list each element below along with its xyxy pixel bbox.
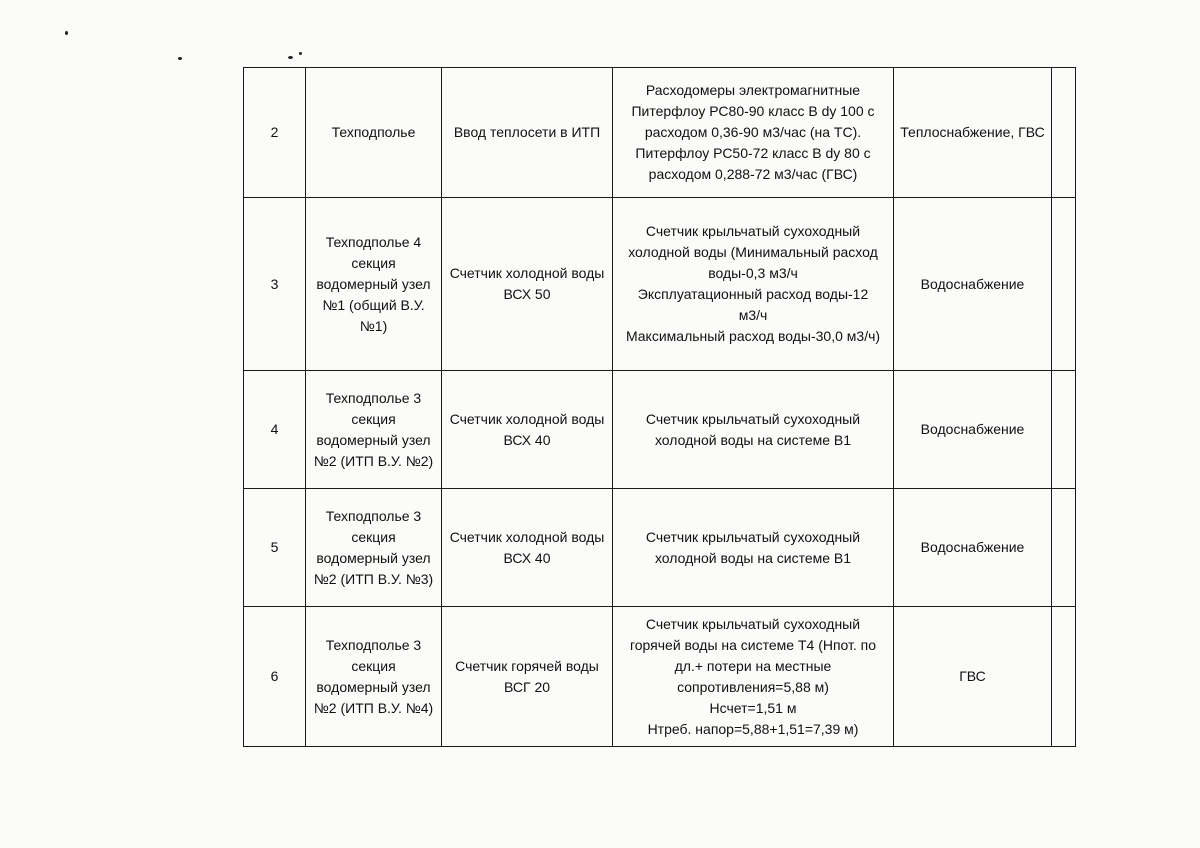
row-number-cell: 2 xyxy=(244,68,306,198)
cell-line: ВСГ 20 xyxy=(503,678,551,695)
cell-line: Счетчик горячей воды xyxy=(455,657,599,674)
system-cell: Водоснабжение xyxy=(894,198,1052,371)
cell-line: расходом 0,288-72 м3/час (ГВС) xyxy=(648,166,858,182)
cell-line: Счетчик холодной воды xyxy=(449,410,605,427)
cell-line: Техподполье 4 xyxy=(325,233,422,250)
row-number-cell: 5 xyxy=(244,489,306,607)
row-number-cell: 6 xyxy=(244,607,306,747)
cell-line: секция xyxy=(351,410,396,427)
scan-speck xyxy=(299,52,302,55)
cell-line: Ввод теплосети в ИТП xyxy=(453,124,601,140)
location-cell xyxy=(306,68,442,198)
metering-devices-table xyxy=(243,67,1076,747)
cell-line: секция xyxy=(351,657,396,674)
cell-line: Счетчик крыльчатый сухоходный xyxy=(645,528,861,545)
table-row xyxy=(244,68,1076,198)
cell-line: Питерфлоу РС50-72 класс В dy 80 с xyxy=(635,145,871,161)
cell-line: расходом 0,36-90 м3/час (на ТС). xyxy=(644,124,862,140)
cell-line: холодной воды (Минимальный расход xyxy=(628,244,878,260)
description-cell xyxy=(613,198,894,371)
scan-speck xyxy=(178,57,182,60)
location-cell xyxy=(306,198,442,371)
cell-line: секция xyxy=(351,528,396,545)
cell-line: водомерный узел xyxy=(316,275,431,292)
cell-line: №2 (ИТП В.У. №4) xyxy=(313,699,434,716)
cell-line: №2 (ИТП В.У. №3) xyxy=(313,570,434,587)
location-cell xyxy=(306,489,442,607)
row-number-cell: 3 xyxy=(244,198,306,371)
cell-line: Нтреб. напор=5,88+1,51=7,39 м) xyxy=(647,720,859,737)
cell-line: ВСХ 50 xyxy=(503,286,551,302)
cell-line: дл.+ потери на местные xyxy=(674,657,832,674)
purpose-cell xyxy=(442,607,613,747)
cell-line: сопротивления=5,88 м) xyxy=(677,678,829,695)
cell-line: Питерфлоу РС80-90 класс В dy 100 с xyxy=(631,103,875,119)
system-cell: Водоснабжение xyxy=(894,371,1052,489)
description-cell xyxy=(613,489,894,607)
cell-line: Максимальный расход воды-30,0 м3/ч) xyxy=(625,328,881,344)
note-cell xyxy=(1052,68,1076,198)
cell-line: Счетчик крыльчатый сухоходный xyxy=(645,410,861,427)
cell-line: Техподполье 3 xyxy=(325,636,422,653)
cell-line: Счетчик холодной воды xyxy=(449,265,605,281)
cell-line: Счетчик крыльчатый сухоходный xyxy=(645,223,861,239)
table-row xyxy=(244,198,1076,371)
system-cell: ГВС xyxy=(894,607,1052,747)
description-cell xyxy=(613,68,894,198)
description-cell xyxy=(613,607,894,747)
cell-line: №2 (ИТП В.У. №2) xyxy=(313,452,434,469)
system-cell: Водоснабжение xyxy=(894,489,1052,607)
cell-line: ВСХ 40 xyxy=(503,431,551,448)
location-cell xyxy=(306,371,442,489)
cell-line: водомерный узел xyxy=(316,678,431,695)
scan-speck xyxy=(65,31,68,35)
cell-line: Техподполье 3 xyxy=(325,389,422,406)
table-row xyxy=(244,489,1076,607)
note-cell xyxy=(1052,607,1076,747)
purpose-cell xyxy=(442,489,613,607)
cell-line: водомерный узел xyxy=(316,549,431,566)
purpose-cell xyxy=(442,68,613,198)
cell-line: Счетчик крыльчатый сухоходный xyxy=(645,615,861,632)
system-cell: Теплоснабжение, ГВС xyxy=(894,68,1052,198)
note-cell xyxy=(1052,489,1076,607)
cell-line: Техподполье xyxy=(331,124,416,140)
cell-line: №1) xyxy=(359,317,388,334)
note-cell xyxy=(1052,198,1076,371)
cell-line: Расходомеры электромагнитные xyxy=(645,82,861,98)
cell-line: горячей воды на системе Т4 (Нпот. по xyxy=(629,636,877,653)
cell-line: холодной воды на системе В1 xyxy=(654,549,852,566)
cell-line: №1 (общий В.У. xyxy=(322,296,425,313)
row-number-cell: 4 xyxy=(244,371,306,489)
cell-line: Счетчик холодной воды xyxy=(449,528,605,545)
description-cell xyxy=(613,371,894,489)
cell-line: Техподполье 3 xyxy=(325,507,422,524)
cell-line: м3/ч xyxy=(738,307,768,323)
cell-line: ВСХ 40 xyxy=(503,549,551,566)
note-cell xyxy=(1052,371,1076,489)
table-row xyxy=(244,371,1076,489)
cell-line: холодной воды на системе В1 xyxy=(654,431,852,448)
purpose-cell xyxy=(442,371,613,489)
cell-line: секция xyxy=(351,254,396,271)
cell-line: Нсчет=1,51 м xyxy=(709,699,797,716)
scan-speck xyxy=(288,56,293,59)
location-cell xyxy=(306,607,442,747)
cell-line: воды-0,3 м3/ч xyxy=(708,265,798,281)
cell-line: водомерный узел xyxy=(316,431,431,448)
purpose-cell xyxy=(442,198,613,371)
table-row xyxy=(244,607,1076,747)
cell-line: Эксплуатационный расход воды-12 xyxy=(637,286,869,302)
